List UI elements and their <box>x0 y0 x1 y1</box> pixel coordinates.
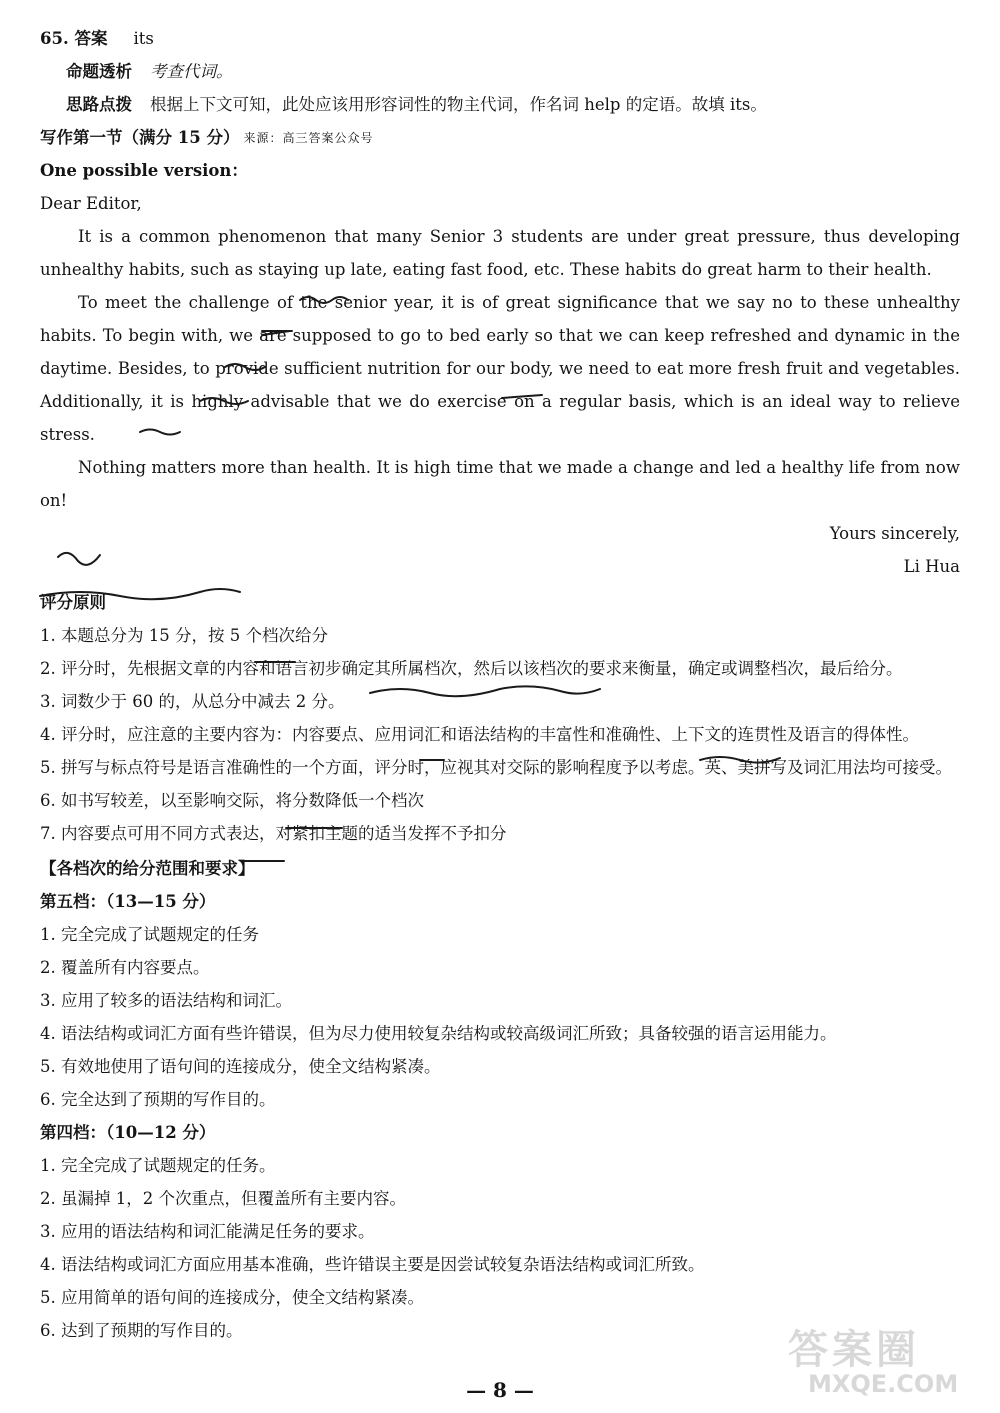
level4-title: 第四档：（10—12 分） <box>40 1122 216 1142</box>
source-note: 来源：高三答案公众号 <box>243 130 374 145</box>
approach-text: 根据上下文可知，此处应该用形容词性的物主代词，作名词 help 的定语。故填 its。 <box>150 94 767 114</box>
answer-text: its <box>133 28 154 48</box>
grading-rule-5: 5. 拼写与标点符号是语言准确性的一个方面，评分时，应视其对交际的影响程度予以考虑。英、美拼写及词汇用法均可接受。 <box>40 758 952 777</box>
level5-item: 6. 完全达到了预期的写作目的。 <box>40 1089 276 1109</box>
page-number: — 8 — <box>466 1378 534 1402</box>
answer-header <box>40 22 960 55</box>
essay-paragraph-2: To meet the challenge of the senior year, it is of great significance that we say no to these unhealthy habits. To begin with, we are supposed to go to bed early so that we can keep refreshed and dynamic in the daytime. Besides, to provide sufficient nutrition for our body, we need to eat more fresh fruit and vegetables. Additionally, it is highly advisable that we do exercise on a regular basis, which is an ideal way to relieve stress. <box>40 293 960 444</box>
analysis-text: 考查代词。 <box>150 61 233 81</box>
level5-item: 2. 覆盖所有内容要点。 <box>40 957 210 977</box>
grading-title: 评分原则 <box>40 593 106 612</box>
level4-item: 1. 完全完成了试题规定的任务。 <box>40 1155 276 1175</box>
approach-label: 思路点拨 <box>66 94 132 114</box>
essay-paragraph-3: Nothing matters more than health. It is high time that we made a change and led a healthy life from now on! <box>40 458 960 510</box>
level5-item: 1. 完全完成了试题规定的任务 <box>40 924 259 944</box>
version-label: One possible version： <box>40 160 248 180</box>
level5-title: 第五档：（13—15 分） <box>40 891 216 911</box>
grading-rule-2: 2. 评分时，先根据文章的内容和语言初步确定其所属档次，然后以该档次的要求来衡量，确定或调整档次，最后给分。 <box>40 659 903 678</box>
level4-item: 2. 虽漏掉 1，2 个次重点，但覆盖所有主要内容。 <box>40 1188 406 1208</box>
level4-item: 4. 语法结构或词汇方面应用基本准确，些许错误主要是因尝试较复杂语法结构或词汇所致。 <box>40 1254 705 1274</box>
salutation: Dear Editor, <box>40 193 142 213</box>
level4-item: 3. 应用的语法结构和词汇能满足任务的要求。 <box>40 1221 375 1241</box>
answer-approach-row <box>40 88 960 121</box>
grading-rule-4: 4. 评分时，应注意的主要内容为：内容要点、应用词汇和语法结构的丰富性和准确性、上下文的连贯性及语言的得体性。 <box>40 725 919 744</box>
closing: Yours sincerely, <box>829 524 960 543</box>
level5-item: 3. 应用了较多的语法结构和词汇。 <box>40 990 292 1010</box>
level5-item: 4. 语法结构或词汇方面有些许错误，但为尽力使用较复杂结构或较高级词汇所致；具备较强的语言运用能力。 <box>40 1023 837 1043</box>
analysis-label: 命题透析 <box>66 61 132 81</box>
answer-analysis-row <box>40 55 960 88</box>
grading-rule-1: 1. 本题总分为 15 分，按 5 个档次给分 <box>40 626 328 645</box>
watermark-cn: 答案圈 <box>788 1327 920 1373</box>
level4-item: 6. 达到了预期的写作目的。 <box>40 1320 243 1340</box>
essay-paragraph-1: It is a common phenomenon that many Senior 3 students are under great pressure, thus developing unhealthy habits, such as staying up late, eating fast food, etc. These habits do great harm to their health. <box>40 227 960 279</box>
grading-rule-6: 6. 如书写较差，以至影响交际，将分数降低一个档次 <box>40 791 424 810</box>
grading-rule-3: 3. 词数少于 60 的，从总分中减去 2 分。 <box>40 692 345 711</box>
watermark-en: MXQE.COM <box>808 1370 959 1398</box>
levels-title: 【各档次的给分范围和要求】 <box>40 858 255 878</box>
grading-rule-7: 7. 内容要点可用不同方式表达，对紧扣主题的适当发挥不予扣分 <box>40 824 507 843</box>
answer-number-label: 65. 答案 <box>40 28 108 48</box>
level4-item: 5. 应用简单的语句间的连接成分，使全文结构紧凑。 <box>40 1287 424 1307</box>
writing-section-title <box>40 121 960 154</box>
level5-item: 5. 有效地使用了语句间的连接成分，使全文结构紧凑。 <box>40 1056 441 1076</box>
signature: Li Hua <box>903 557 960 576</box>
writing-title-text: 写作第一节（满分 15 分） <box>40 127 240 147</box>
